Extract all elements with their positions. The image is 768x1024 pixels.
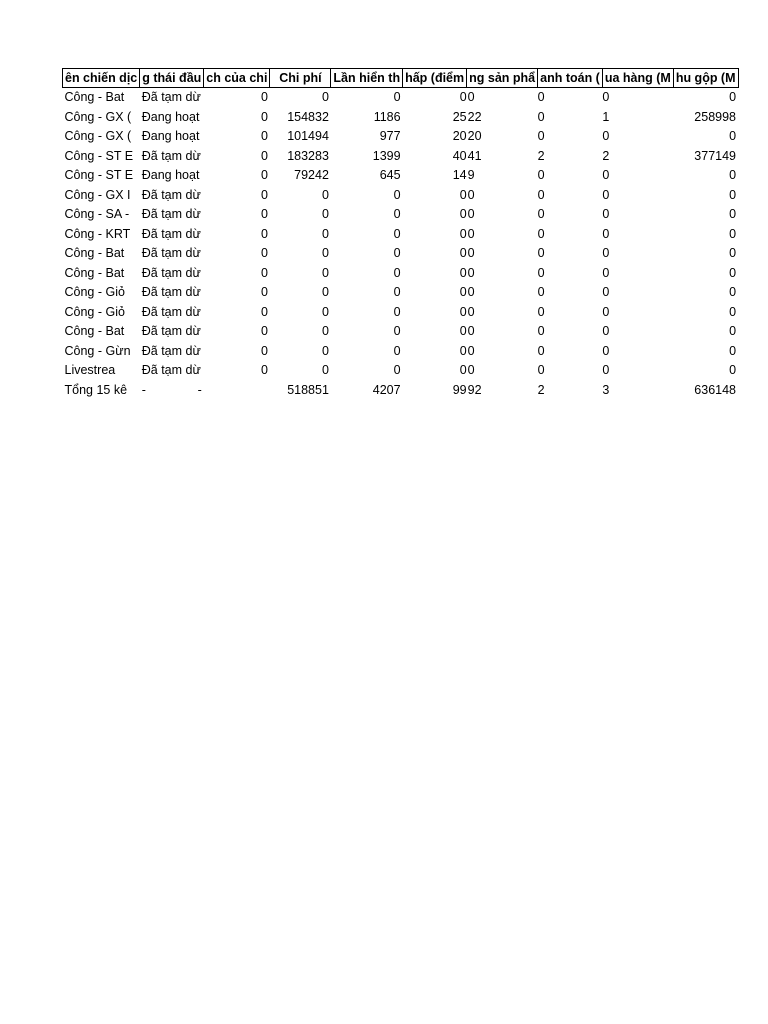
budget-cell[interactable]: 0 <box>260 285 268 299</box>
table-row <box>63 147 739 167</box>
status-cell[interactable]: Đã tạm dừ <box>141 343 201 358</box>
payments-cell[interactable]: 0 <box>537 285 545 299</box>
header-row <box>63 69 739 88</box>
payments-cell[interactable]: 0 <box>537 207 545 221</box>
impressions-cell[interactable]: 0 <box>393 285 401 299</box>
clicks-cell[interactable]: 0 <box>459 324 467 338</box>
status-cell[interactable]: Đang hoạt <box>141 109 200 124</box>
payments-cell[interactable]: 0 <box>537 343 545 358</box>
table-row <box>63 88 739 108</box>
products-clicked-cell[interactable]: 0 <box>467 343 475 358</box>
budget-cell[interactable]: 0 <box>260 90 268 104</box>
orders-cell[interactable]: 0 <box>602 363 610 377</box>
orders-cell[interactable]: 1 <box>602 109 610 124</box>
status-cell[interactable]: Đang hoạt <box>141 129 200 143</box>
clicks-cell[interactable]: 14 <box>452 168 467 182</box>
status-cell[interactable]: Đã tạm dừ <box>141 90 201 104</box>
orders-cell[interactable]: 2 <box>602 148 610 163</box>
orders-cell[interactable]: 0 <box>602 304 610 319</box>
products-clicked-cell[interactable]: 0 <box>467 324 475 338</box>
cost-cell[interactable]: 0 <box>321 187 329 202</box>
campaign-name-cell[interactable]: Công - GX I <box>64 187 131 202</box>
gmv-cell[interactable]: 0 <box>729 226 737 241</box>
status-cell[interactable] <box>140 381 204 401</box>
cost-cell[interactable]: 0 <box>321 363 329 377</box>
status-cell[interactable]: Đã tạm dừ <box>141 226 201 241</box>
products-clicked-cell[interactable]: 22 <box>467 109 482 124</box>
status-cell[interactable]: Đã tạm dừ <box>141 363 201 377</box>
products-clicked-cell[interactable]: 41 <box>467 148 482 163</box>
payments-cell[interactable]: 0 <box>537 109 545 124</box>
cost-cell[interactable]: 0 <box>321 207 329 221</box>
budget-cell[interactable]: 0 <box>260 265 268 280</box>
clicks-cell[interactable]: 0 <box>459 226 467 241</box>
cost-cell[interactable]: 0 <box>321 246 329 260</box>
budget-cell[interactable]: 0 <box>260 363 268 377</box>
cost-cell[interactable]: 0 <box>321 343 329 358</box>
payments-cell[interactable]: 0 <box>537 363 545 377</box>
products-clicked-cell[interactable]: 0 <box>467 363 475 377</box>
table-row <box>63 108 739 128</box>
orders-cell[interactable]: 0 <box>602 343 610 358</box>
payments-cell[interactable]: 0 <box>537 168 545 182</box>
impressions-cell[interactable]: 0 <box>393 90 401 104</box>
status-cell[interactable]: Đã tạm dừ <box>141 246 201 260</box>
status-cell[interactable]: Đã tạm dừ <box>141 265 201 280</box>
gmv-cell[interactable]: 0 <box>729 246 737 260</box>
impressions-cell[interactable]: 977 <box>379 129 401 143</box>
orders-cell[interactable]: 0 <box>602 246 610 260</box>
table-row <box>63 283 739 303</box>
impressions-cell[interactable]: 0 <box>393 304 401 319</box>
table-row <box>63 225 739 245</box>
budget-cell[interactable]: 0 <box>260 187 268 202</box>
payments-cell[interactable]: 0 <box>537 324 545 338</box>
header-cell[interactable]: ua hàng (M <box>602 69 673 88</box>
clicks-cell[interactable]: 0 <box>459 265 467 280</box>
gmv-cell[interactable]: 0 <box>729 285 737 299</box>
payments-cell[interactable]: 2 <box>537 148 545 163</box>
payments-cell[interactable]: 0 <box>537 246 545 260</box>
gmv-cell[interactable]: 258998 <box>694 109 737 124</box>
orders-cell[interactable]: 0 <box>602 207 610 221</box>
orders-cell[interactable]: 3 <box>602 382 610 397</box>
budget-cell[interactable]: 0 <box>260 324 268 338</box>
impressions-cell[interactable]: 0 <box>393 343 401 358</box>
status-cell[interactable]: Đã tạm dừ <box>141 304 201 319</box>
cost-cell[interactable]: 79242 <box>294 168 329 182</box>
clicks-cell[interactable]: 0 <box>459 207 467 221</box>
campaign-name-cell[interactable]: Công - GX ( <box>64 109 132 124</box>
total-row <box>63 381 739 401</box>
gmv-cell[interactable]: 0 <box>729 324 737 338</box>
cost-cell[interactable]: 0 <box>321 226 329 241</box>
gmv-cell[interactable]: 0 <box>729 265 737 280</box>
status-cell[interactable]: Đang hoạt <box>141 168 200 182</box>
orders-cell[interactable]: 0 <box>602 168 610 182</box>
products-clicked-cell[interactable]: 0 <box>467 90 475 104</box>
impressions-cell[interactable]: 0 <box>393 187 401 202</box>
payments-cell[interactable]: 0 <box>537 187 545 202</box>
table-row <box>63 303 739 323</box>
budget-cell[interactable]: 0 <box>260 246 268 260</box>
clicks-cell[interactable]: 0 <box>459 363 467 377</box>
table-row <box>63 322 739 342</box>
campaign-name-cell[interactable]: Công - Gừn <box>64 343 131 358</box>
header-cell[interactable]: ng sản phẩ <box>467 69 538 88</box>
products-clicked-cell[interactable]: 0 <box>467 187 475 202</box>
campaign-name-cell[interactable]: Công - Bat <box>64 90 125 104</box>
impressions-cell[interactable]: 645 <box>379 168 401 182</box>
orders-cell[interactable]: 0 <box>602 324 610 338</box>
status-cell[interactable]: Đã tạm dừ <box>141 207 201 221</box>
products-clicked-cell[interactable]: 0 <box>467 285 475 299</box>
orders-cell[interactable]: 0 <box>602 265 610 280</box>
status-dash: - <box>141 382 146 397</box>
campaign-table <box>62 68 739 400</box>
status-cell[interactable]: Đã tạm dừ <box>141 324 201 338</box>
products-clicked-cell[interactable]: 0 <box>467 207 475 221</box>
clicks-cell[interactable]: 25 <box>452 109 467 124</box>
table-body <box>63 88 739 401</box>
payments-cell[interactable]: 0 <box>537 90 545 104</box>
impressions-cell[interactable]: 1186 <box>373 109 401 124</box>
spreadsheet <box>62 68 739 400</box>
status-cell[interactable]: Đã tạm dừ <box>141 285 201 299</box>
budget-cell[interactable]: 0 <box>260 109 268 124</box>
campaign-name-cell[interactable]: Công - SA - <box>64 207 130 221</box>
gmv-cell[interactable]: 0 <box>729 304 737 319</box>
header-cell[interactable]: ên chiến dịc <box>63 69 140 88</box>
impressions-cell[interactable]: 0 <box>393 324 401 338</box>
campaign-name-cell[interactable]: Công - Bat <box>64 324 125 338</box>
clicks-cell[interactable]: 20 <box>452 129 467 143</box>
orders-cell[interactable]: 0 <box>602 90 610 104</box>
campaign-name-cell[interactable]: Công - GX ( <box>64 129 132 143</box>
payments-cell[interactable]: 0 <box>537 265 545 280</box>
campaign-name-cell[interactable]: Công - Giỏ <box>64 285 125 299</box>
clicks-cell[interactable]: 0 <box>459 90 467 104</box>
clicks-cell[interactable]: 0 <box>459 343 467 358</box>
impressions-cell[interactable]: 1399 <box>372 148 401 163</box>
table-row <box>63 264 739 284</box>
header-cell[interactable]: ch của chi <box>204 69 270 88</box>
cost-cell[interactable]: 101494 <box>287 129 329 143</box>
budget-cell[interactable]: 0 <box>260 168 268 182</box>
products-clicked-cell[interactable]: 9 <box>467 168 475 182</box>
payments-cell[interactable]: 0 <box>537 226 545 241</box>
budget-cell[interactable]: 0 <box>260 148 268 163</box>
campaign-name-cell[interactable]: Công - ST E <box>64 168 134 182</box>
products-clicked-cell[interactable]: 20 <box>467 129 482 143</box>
table-row <box>63 342 739 362</box>
gmv-cell[interactable]: 636148 <box>694 382 737 397</box>
gmv-cell[interactable]: 0 <box>729 363 737 377</box>
impressions-cell[interactable]: 0 <box>393 363 401 377</box>
impressions-cell[interactable]: 0 <box>393 207 401 221</box>
gmv-cell[interactable]: 0 <box>729 129 737 143</box>
table-row <box>63 186 739 206</box>
clicks-cell[interactable]: 0 <box>459 285 467 299</box>
cost-cell[interactable]: 0 <box>321 90 329 104</box>
payments-cell[interactable]: 0 <box>537 129 545 143</box>
products-clicked-cell[interactable]: 0 <box>467 265 475 280</box>
gmv-cell[interactable]: 0 <box>729 168 737 182</box>
clicks-cell[interactable]: 40 <box>452 148 467 163</box>
impressions-cell[interactable]: 0 <box>393 265 401 280</box>
status-cell[interactable]: Đã tạm dừ <box>141 148 201 163</box>
gmv-cell[interactable]: 0 <box>729 187 737 202</box>
payments-cell[interactable]: 2 <box>537 382 545 397</box>
table-row <box>63 127 739 147</box>
header-cell[interactable]: hu gộp (M <box>673 69 738 88</box>
orders-cell[interactable]: 0 <box>602 129 610 143</box>
clicks-cell[interactable]: 0 <box>459 304 467 319</box>
cost-cell[interactable]: 183283 <box>287 148 329 163</box>
budget-cell[interactable]: 0 <box>260 129 268 143</box>
header-cell[interactable]: g thái đầu <box>140 69 204 88</box>
campaign-name-cell[interactable]: Công - Giỏ <box>64 304 125 319</box>
products-clicked-cell[interactable]: 0 <box>467 246 475 260</box>
products-clicked-cell[interactable]: 92 <box>467 382 482 397</box>
budget-cell[interactable]: 0 <box>260 343 268 358</box>
cost-cell[interactable]: 0 <box>321 324 329 338</box>
table-row <box>63 244 739 264</box>
clicks-cell[interactable]: 0 <box>459 187 467 202</box>
header-cell[interactable]: Chi phí <box>270 69 331 88</box>
campaign-name-cell[interactable]: Công - Bat <box>64 265 125 280</box>
budget-cell[interactable]: 0 <box>260 304 268 319</box>
gmv-cell[interactable]: 0 <box>729 90 737 104</box>
payments-cell[interactable]: 0 <box>537 304 545 319</box>
gmv-cell[interactable]: 377149 <box>694 148 737 163</box>
budget-cell[interactable] <box>204 381 270 401</box>
campaign-name-cell[interactable]: Tổng 15 kê <box>64 382 128 397</box>
cost-cell[interactable]: 518851 <box>287 382 329 397</box>
orders-cell[interactable]: 0 <box>602 226 610 241</box>
campaign-name-cell[interactable]: Công - ST E <box>64 148 134 163</box>
campaign-name-cell[interactable]: Công - Bat <box>64 246 125 260</box>
cost-cell[interactable]: 0 <box>321 265 329 280</box>
budget-cell[interactable]: 0 <box>260 226 268 241</box>
table-row <box>63 205 739 225</box>
campaign-name-cell[interactable]: Công - KRT <box>64 226 131 241</box>
gmv-cell[interactable]: 0 <box>729 207 737 221</box>
cost-cell[interactable]: 154832 <box>287 109 329 124</box>
table-row <box>63 361 739 381</box>
budget-cell[interactable]: 0 <box>260 207 268 221</box>
status-cell[interactable]: Đã tạm dừ <box>141 187 201 202</box>
gmv-cell[interactable]: 0 <box>729 343 737 358</box>
products-clicked-cell[interactable]: 0 <box>467 226 475 241</box>
clicks-cell[interactable]: 0 <box>459 246 467 260</box>
products-clicked-cell[interactable]: 0 <box>467 304 475 319</box>
status-dash: - <box>197 382 202 397</box>
clicks-cell[interactable]: 99 <box>452 382 467 397</box>
table-row <box>63 166 739 186</box>
cost-cell[interactable]: 0 <box>321 285 329 299</box>
impressions-cell[interactable]: 4207 <box>372 382 401 397</box>
header-cell[interactable]: anh toán ( <box>538 69 603 88</box>
header-cell[interactable]: hấp (điểm <box>403 69 467 88</box>
orders-cell[interactable]: 0 <box>602 187 610 202</box>
orders-cell[interactable]: 0 <box>602 285 610 299</box>
cost-cell[interactable]: 0 <box>321 304 329 319</box>
campaign-name-cell[interactable]: Livestrea <box>64 363 116 377</box>
impressions-cell[interactable]: 0 <box>393 226 401 241</box>
header-cell[interactable]: Lần hiển th <box>331 69 403 88</box>
impressions-cell[interactable]: 0 <box>393 246 401 260</box>
